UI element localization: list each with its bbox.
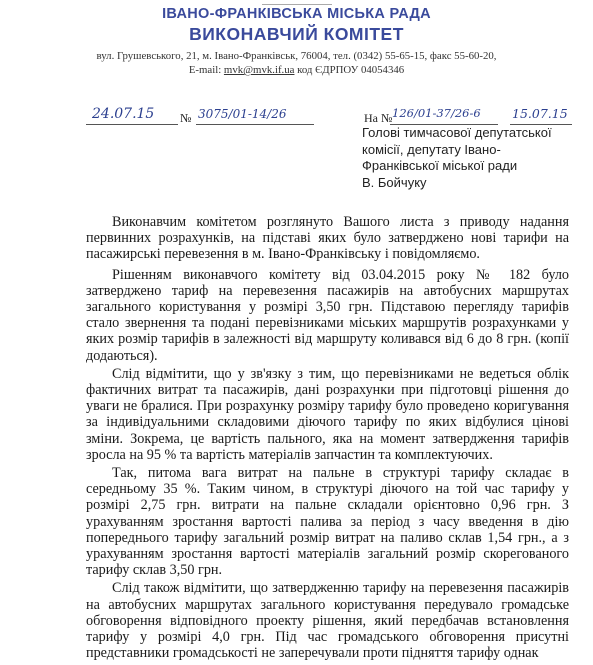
edrpou-code: код ЄДРПОУ 04054346 (294, 64, 405, 76)
paragraph: Слід також відмітити, що затвердженню тарифу на перевезення пасажирів на автобусних маршрутах загального користування передувало громадське обговорення відповідного проекту рішення, який передбачав встановлення тарифу у розмірі 4,0 грн. Під час громадського обговорення присутні представники громадськості не заперечували проти підняття тарифу однак (86, 580, 569, 662)
paragraph: Так, питома вага витрат на пальне в структурі тарифу складає в середньому 35 %. Таким чином, в структурі діючого на той час тарифу у розмірі 2,75 грн. витрати на пальне складали орієнтовно 0,96 грн. З урахуванням зростання вартості палива за період з часу введення в дію попереднього тарифу загальний розмір витрат на паливо склав 1,54 грн., а з урахуванням зростання вартості матеріалів загальний розмір скорегованого тарифу склав 3,50 грн. (86, 465, 569, 579)
recipient-block (362, 125, 572, 191)
committee-name: ВИКОНАВЧИЙ КОМІТЕТ (189, 24, 404, 44)
council-name: ІВАНО-ФРАНКІВСЬКА МІСЬКА РАДА (162, 6, 431, 22)
recipient-name: В. Бойчуку (362, 174, 427, 190)
address-line: вул. Грушевського, 21, м. Івано-Франківськ, 76004, тел. (0342) 55-65-15, факс 55-60-20, (96, 50, 497, 62)
contact-line (0, 64, 593, 76)
paragraph: Рішенням виконавчого комітету від 03.04.2015 року № 182 було затверджено тариф на перевезення пасажирів на автобусних маршрутах загального користування у розмірі 3,50 грн. Підставою перегляду тарифів стало звернення та подані перевізниками міських маршрутів розрахунками у яких розмір тарифів в залежності від маршруту коливався від 6 до 8 грн. (копії додаються). (86, 266, 569, 364)
outgoing-date: 24.07.15 (92, 106, 155, 122)
outgoing-number: 3075/01-14/26 (198, 107, 287, 121)
incoming-label: На № (364, 111, 393, 125)
paragraph: Слід відмітити, що у зв'язку з тим, що перевізниками не ведеться облік фактичних витрат та пасажирів, дані розрахунки при підготовці рішення до уваги не бралися. При розрахунку розміру тарифу було проведено коригування за індивідуальними складовими діючого тарифу по яких відбулися цінові зміни. Зокрема, це вартість пального, яка на момент затвердження тарифів зросла на 95 % та вартість матеріалів запчастин та комплектуючих. (86, 365, 569, 463)
outgoing-number-label: № (180, 111, 192, 125)
incoming-number: 126/01-37/26-6 (392, 106, 481, 120)
email-link[interactable]: mvk@mvk.if.ua (223, 64, 295, 76)
recipient-line: комісії, депутату Івано- (362, 141, 501, 157)
top-edge-line (262, 0, 332, 5)
number-underline (196, 124, 314, 125)
date-underline (86, 124, 178, 125)
paragraph: Виконавчим комітетом розглянуто Вашого листа з приводу надання первинних розрахунків, на підставі яких було затверджено нові тарифи на пасажирські перевезення в м. Івано-Франківську і повідомляємо. (86, 214, 569, 263)
recipient-line: Голові тимчасової депутатської (362, 125, 552, 140)
incoming-date: 15.07.15 (512, 106, 568, 121)
email-label: E-mail: (188, 64, 224, 76)
letter-body (86, 214, 569, 663)
recipient-line: Франківської міської ради (362, 158, 518, 173)
